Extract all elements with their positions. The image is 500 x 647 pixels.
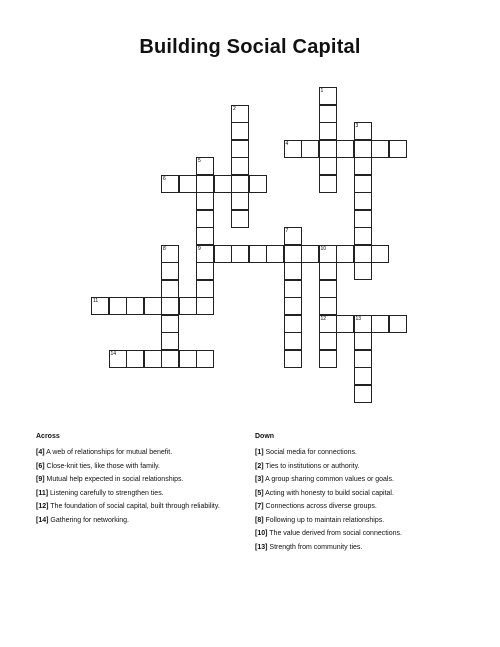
grid-cell[interactable] [179,350,197,368]
grid-cell[interactable] [319,280,337,298]
grid-cell[interactable] [196,210,214,228]
cell-number: 5 [198,158,201,164]
grid-cell[interactable] [91,297,109,315]
cell-number: 3 [355,123,359,129]
grid-cell[interactable] [319,175,337,193]
down-heading: Down [255,433,275,440]
clue-across-6: [6] Close-knit ties, like those with family. [36,462,160,470]
grid-cell[interactable] [301,245,319,263]
grid-cell[interactable] [319,350,337,368]
grid-cell[interactable] [161,297,179,315]
clue-down-2: [2] Ties to institutions or authority. [255,462,360,470]
grid-cell[interactable] [354,192,372,210]
grid-cell[interactable] [354,332,372,350]
grid-cell[interactable] [319,87,337,105]
cell-number: 4 [285,140,289,147]
grid-cell[interactable] [371,315,389,333]
clue-down-7: [7] Connections across diverse groups. [255,503,377,510]
grid-cell[interactable] [179,297,197,315]
grid-cell[interactable] [196,297,214,315]
grid-cell[interactable] [354,227,372,245]
cell-number: 10 [320,245,327,252]
grid-cell[interactable] [336,245,354,263]
grid-cell[interactable] [214,245,232,263]
grid-cell[interactable] [319,262,337,280]
clue-down-5: [5] Acting with honesty to build social capital. [255,489,394,497]
grid-cell[interactable] [354,262,372,280]
clue-down-1: [1] Social media for connections. [255,449,357,456]
clue-across-12: [12] The foundation of social capital, built through reliability. [36,503,220,510]
cell-number: 12 [320,315,327,322]
grid-cell[interactable] [389,140,407,158]
grid-cell[interactable] [319,122,337,140]
clue-across-14: [14] Gathering for networking. [36,516,130,524]
grid-cell[interactable] [231,175,249,193]
clue-across-4: [4] A web of relationships for mutual benefit. [36,449,173,456]
grid-cell[interactable] [231,122,249,140]
clue-down-3: [3] A group sharing common values or goals. [255,476,394,483]
grid-cell[interactable] [161,280,179,298]
grid-cell[interactable] [196,157,214,175]
grid-cell[interactable] [196,227,214,245]
grid-cell[interactable] [161,245,179,263]
grid-cell[interactable] [249,245,267,263]
grid-cell[interactable] [161,262,179,280]
grid-cell[interactable] [144,297,162,315]
grid-cell[interactable] [179,175,197,193]
grid-cell[interactable] [319,245,337,263]
clue-down-8: [8] Following up to maintain relationships. [255,516,385,524]
grid-cell[interactable] [161,175,179,193]
grid-cell[interactable] [284,315,302,333]
grid-cell[interactable] [319,140,337,158]
grid-cell[interactable] [231,192,249,210]
grid-cell[interactable] [354,175,372,193]
puzzle-title: Building Social Capital [139,36,361,58]
grid-cell[interactable] [196,192,214,210]
grid-cell[interactable] [161,332,179,350]
grid-cell[interactable] [284,350,302,368]
grid-cell[interactable] [231,157,249,175]
grid-cell[interactable] [284,140,302,158]
grid-cell[interactable] [354,157,372,175]
across-clues [36,433,251,530]
clue-down-13: [13] Strength from community ties. [255,543,363,551]
grid-cell[interactable] [319,332,337,350]
grid-cell[interactable] [371,140,389,158]
grid-cell[interactable] [231,105,249,123]
grid-cell[interactable] [389,315,407,333]
grid-cell[interactable] [354,210,372,228]
grid-cell[interactable] [284,280,302,298]
grid-cell[interactable] [336,140,354,158]
grid-cell[interactable] [196,350,214,368]
grid-cell[interactable] [284,297,302,315]
grid-cell[interactable] [354,315,372,333]
grid-cell[interactable] [284,262,302,280]
cell-number: 11 [93,298,99,304]
grid-cell[interactable] [319,297,337,315]
grid-cell[interactable] [301,140,319,158]
grid-cell[interactable] [354,122,372,140]
grid-cell[interactable] [126,297,144,315]
cell-number: 9 [198,245,201,252]
grid-cell[interactable] [109,350,127,368]
cell-number: 14 [110,350,117,357]
grid-cell[interactable] [371,245,389,263]
grid-cell[interactable] [161,350,179,368]
cell-number: 7 [285,228,289,234]
grid-cell[interactable] [249,175,267,193]
cell-number: 1 [320,88,324,94]
grid-cell[interactable] [336,315,354,333]
grid-cell[interactable] [126,350,144,368]
grid-cell[interactable] [266,245,284,263]
clue-across-11: [11] Listening carefully to strengthen ties. [36,489,164,497]
grid-cell[interactable] [354,385,372,403]
grid-cell[interactable] [161,315,179,333]
cell-number: 6 [163,175,166,182]
grid-cell[interactable] [354,367,372,385]
cell-number: 13 [355,315,362,322]
grid-cell[interactable] [354,245,372,263]
grid-cell[interactable] [319,315,337,333]
grid-cell[interactable] [231,210,249,228]
grid-cell[interactable] [284,332,302,350]
grid-cell[interactable] [196,280,214,298]
grid-cell[interactable] [144,350,162,368]
grid-cell[interactable] [109,297,127,315]
clue-down-10: [10] The value derived from social connections. [255,530,402,537]
grid-cell[interactable] [319,105,337,123]
grid-cell[interactable] [196,175,214,193]
cell-number: 2 [233,105,236,112]
grid-cell[interactable] [214,175,232,193]
grid-cell[interactable] [284,245,302,263]
grid-cell[interactable] [231,140,249,158]
grid-cell[interactable] [284,227,302,245]
down-clues [255,433,470,557]
clue-across-9: [9] Mutual help expected in social relationships. [36,476,184,483]
grid-cell[interactable] [196,262,214,280]
grid-cell[interactable] [196,245,214,263]
cell-number: 8 [163,245,166,252]
across-heading: Across [36,433,60,440]
grid-cell[interactable] [231,245,249,263]
grid-cell[interactable] [319,157,337,175]
grid-cell[interactable] [354,350,372,368]
grid-cell[interactable] [354,140,372,158]
